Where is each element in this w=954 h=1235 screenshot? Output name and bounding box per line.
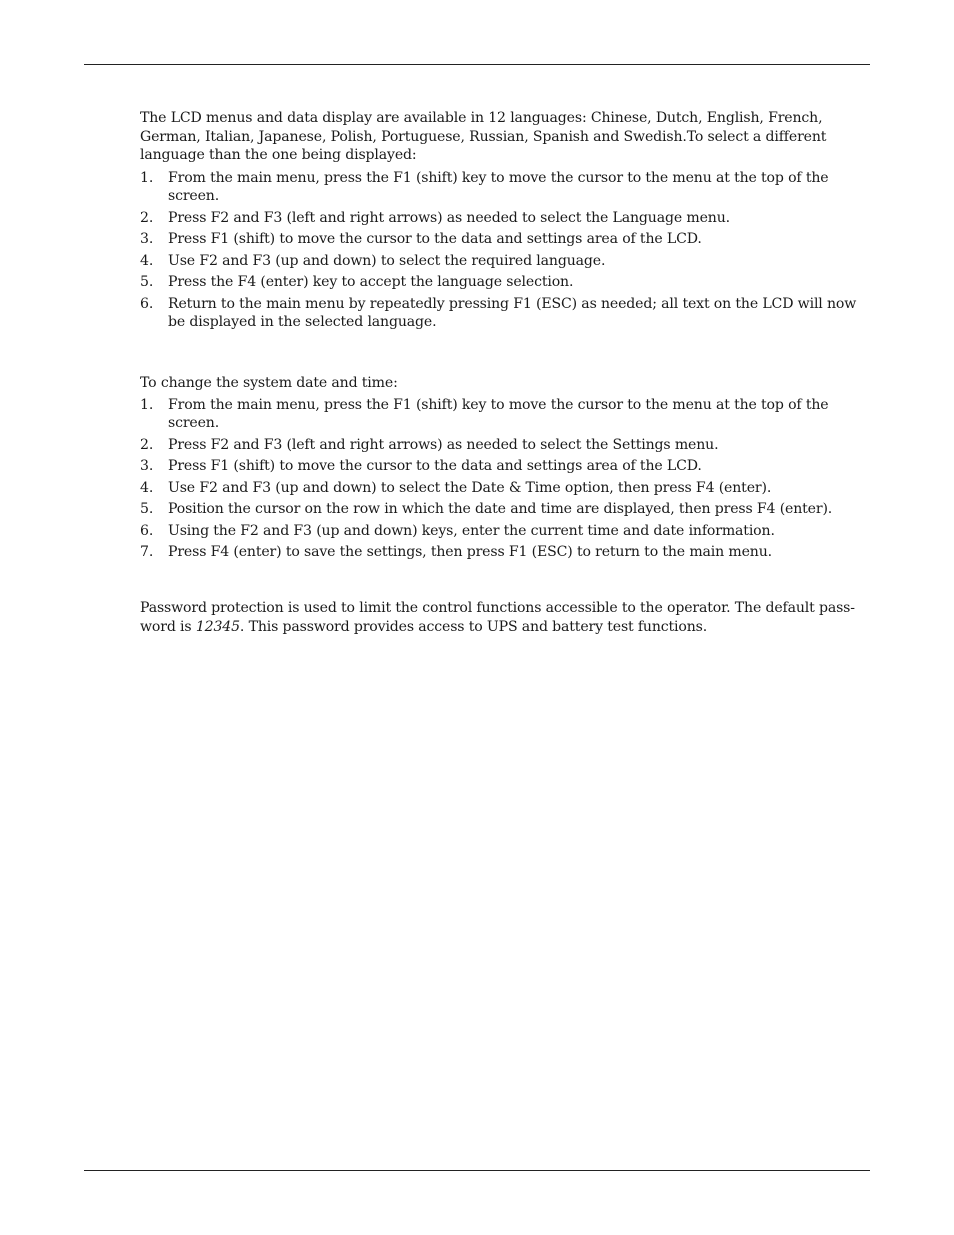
list-item	[140, 252, 872, 271]
step-text: Use F2 and F3 (up and down) to select the Date & Time option, then press F4 (enter).	[168, 479, 772, 496]
step-text: Position the cursor on the row in which the date and time are displayed, then press F4 (enter).	[168, 501, 833, 517]
step-text: Press F4 (enter) to save the settings, then press F1 (ESC) to return to the main menu.	[168, 544, 772, 560]
step-number: 4.	[140, 479, 154, 496]
list-item	[140, 500, 872, 519]
header-rule	[84, 64, 870, 65]
list-item	[140, 522, 872, 541]
step-text: Press F1 (shift) to move the cursor to the data and settings area of the LCD.	[168, 458, 702, 474]
datetime-intro: To change the system date and time:	[140, 375, 398, 391]
step-text: Using the F2 and F3 (up and down) keys, enter the current time and date information.	[168, 522, 775, 539]
step-number: 1.	[140, 396, 154, 413]
step-text: From the main menu, press the F1 (shift) key to move the cursor to the menu at the top of the screen.	[168, 396, 829, 431]
step-number: 2.	[140, 436, 154, 453]
list-item	[140, 169, 872, 206]
language-steps-list	[140, 169, 872, 332]
default-password: 12345	[195, 618, 240, 635]
step-number: 7.	[140, 544, 154, 560]
step-number: 1.	[140, 169, 154, 186]
step-text: Press F1 (shift) to move the cursor to the data and settings area of the LCD.	[168, 231, 702, 247]
step-number: 3.	[140, 231, 154, 247]
list-item	[140, 436, 872, 455]
footer-rule	[84, 1170, 870, 1171]
password-paragraph	[140, 599, 872, 636]
step-text: Press F2 and F3 (left and right arrows) as needed to select the Settings menu.	[168, 436, 719, 453]
list-item	[140, 209, 872, 228]
list-item	[140, 479, 872, 498]
step-number: 3.	[140, 458, 154, 474]
language-section	[140, 109, 872, 332]
step-text: From the main menu, press the F1 (shift) key to move the cursor to the menu at the top of the screen.	[168, 169, 829, 204]
password-text-before: Password protection is used to limit the control functions accessible to the operator. The default password is	[140, 600, 856, 635]
language-intro: The LCD menus and data display are available in 12 languages: Chinese, Dutch, English, French, German, Italian, Japanese, Polish, Portuguese, Russian, Spanish and Swedish.To select a different language than the one being displayed:	[140, 110, 827, 163]
step-text: Press the F4 (enter) key to accept the language selection.	[168, 274, 574, 290]
list-item	[140, 295, 872, 332]
list-item	[140, 273, 872, 292]
step-text: Use F2 and F3 (up and down) to select the required language.	[168, 252, 606, 269]
list-item	[140, 396, 872, 433]
password-section	[140, 599, 872, 636]
step-number: 2.	[140, 209, 154, 226]
step-text: Return to the main menu by repeatedly pressing F1 (ESC) as needed; all text on the LCD will now be displayed in the selected language.	[168, 295, 857, 330]
step-number: 6.	[140, 295, 154, 312]
list-item	[140, 457, 872, 476]
step-number: 5.	[140, 501, 154, 517]
step-text: Press F2 and F3 (left and right arrows) as needed to select the Language menu.	[168, 209, 730, 226]
step-number: 5.	[140, 274, 154, 290]
datetime-section	[140, 374, 872, 562]
step-number: 4.	[140, 252, 154, 269]
list-item	[140, 230, 872, 249]
step-number: 6.	[140, 522, 154, 539]
password-text-after: . This password provides access to UPS and battery test functions.	[239, 618, 708, 635]
datetime-steps-list	[140, 396, 872, 562]
list-item	[140, 543, 872, 562]
